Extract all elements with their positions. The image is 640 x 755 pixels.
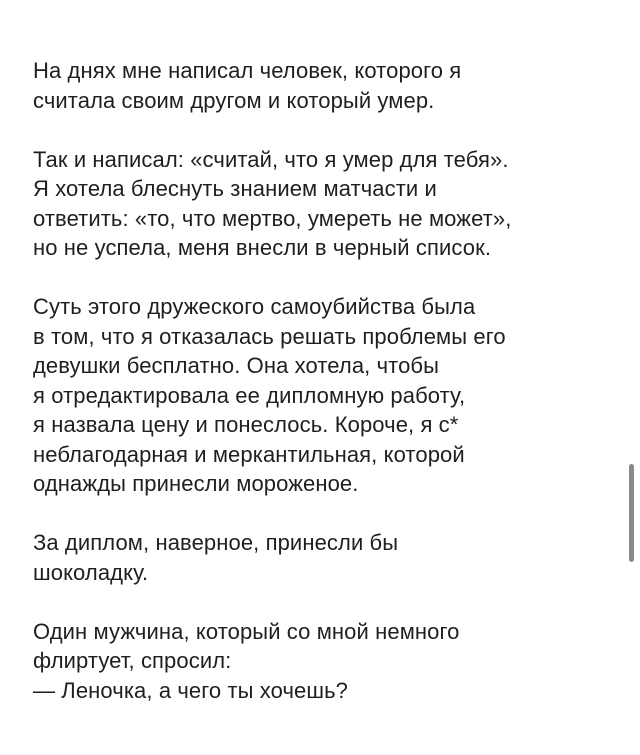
paragraph-4 <box>33 528 623 587</box>
text-line: Так и написал: «считай, что я умер для тебя». <box>33 146 509 172</box>
text-line: шоколадку. <box>33 559 149 585</box>
text-line: ответить: «то, что мертво, умереть не может», <box>33 205 512 231</box>
text-line: Суть этого дружеского самоубийства была <box>33 294 476 319</box>
paragraph-1 <box>33 56 623 115</box>
paragraph-5 <box>33 617 623 706</box>
text-line: — Леночка, а чего ты хочешь? <box>33 677 348 703</box>
text-line: в том, что я отказалась решать проблемы его <box>33 323 506 349</box>
post-text <box>33 56 623 735</box>
paragraph-3 <box>33 292 623 499</box>
text-line: Я хотела блеснуть знанием матчасти и <box>33 176 437 201</box>
text-line: неблагодарная и меркантильная, которой <box>33 441 465 467</box>
text-line: однажды принесли мороженое. <box>33 471 359 496</box>
text-line: За диплом, наверное, принесли бы <box>33 530 399 555</box>
text-line: я назвала цену и понеслось. Короче, я с* <box>33 412 459 437</box>
text-line: считала своим другом и который умер. <box>33 87 435 113</box>
text-line: На днях мне написал человек, которого я <box>33 58 462 83</box>
text-line: но не успела, меня внесли в черный список. <box>33 235 492 260</box>
vertical-scrollbar[interactable] <box>629 464 634 562</box>
text-line: Один мужчина, который со мной немного <box>33 618 460 644</box>
text-line: я отредактировала ее дипломную работу, <box>33 382 466 408</box>
paragraph-2 <box>33 145 623 263</box>
text-line: девушки бесплатно. Она хотела, чтобы <box>33 353 440 378</box>
text-line: флиртует, спросил: <box>33 648 232 673</box>
